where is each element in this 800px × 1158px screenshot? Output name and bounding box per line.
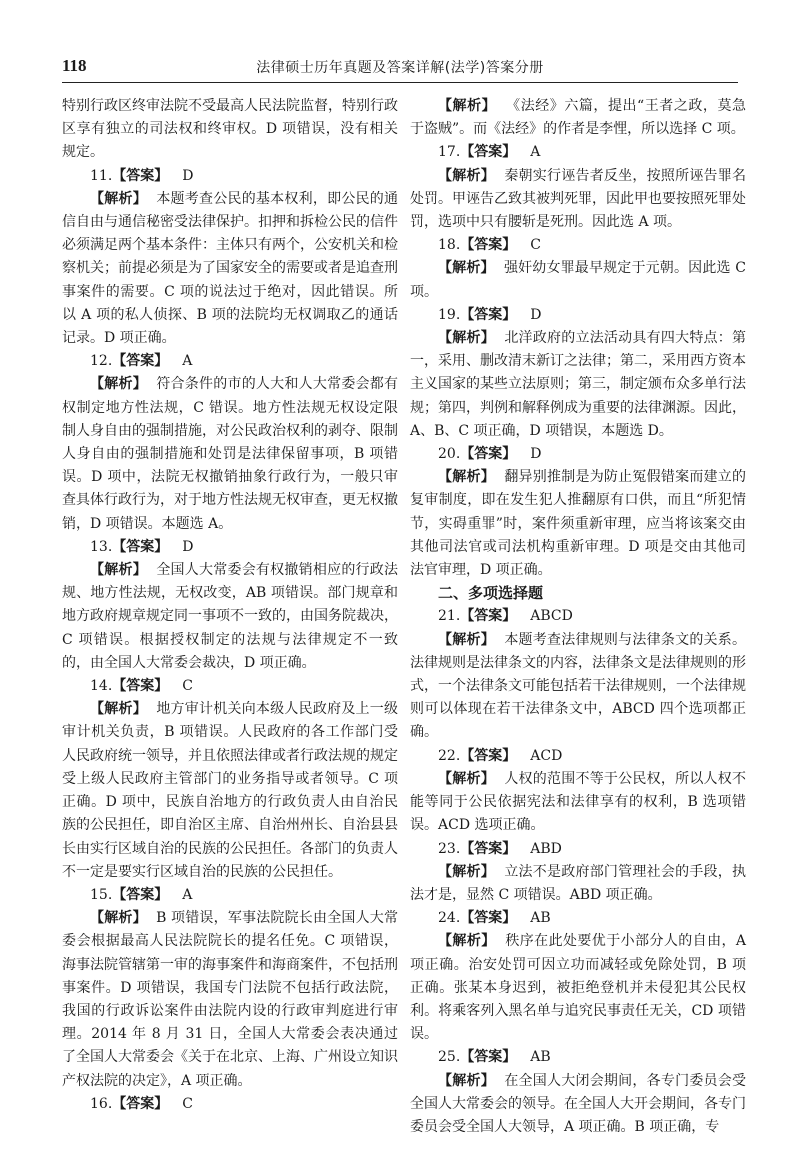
answer-value: C [182, 1095, 193, 1112]
analysis-text: 《法经》六篇，提出“王者之政，莫急于盗贼”。而《法经》的作者是李悝，所以选择 C 项。 [410, 98, 747, 138]
analysis-tag: 【解析】 [90, 190, 147, 207]
answer-item-22 [410, 745, 746, 838]
answer-line [410, 1046, 746, 1069]
answer-value: AB [530, 1049, 551, 1066]
question-number: 16. [90, 1095, 113, 1112]
analysis-text: B 项错误，军事法院院长由全国人大常委会根据最高人民法院院长的提名任免。C 项错误，海事法院管辖第一审的海事案件和海商案件，不包括刑事案件。D 项错误，我国专门法院不包括行政法院，我国的行政诉讼案件由法院内设的行政审判庭进行审理。2014 年 8 月 31 日，全国人大常委会表决通过了全国人大常委会《关于在北京、上海、广州设立知识产权法院的决定》，A 项正确。 [62, 910, 398, 1089]
answer-item-25 [410, 1046, 746, 1139]
question-number: 17. [438, 144, 461, 161]
analysis-paragraph [410, 257, 746, 303]
answer-line [410, 745, 746, 768]
answer-item-13 [62, 536, 398, 675]
answer-tag: 【答案】 [112, 678, 169, 695]
answer-line [62, 1093, 398, 1116]
answer-item-20 [410, 443, 746, 582]
answer-line [62, 675, 398, 698]
answer-tag: 【答案】 [460, 446, 517, 463]
answer-line [62, 884, 398, 907]
answer-item-24 [410, 907, 746, 1046]
analysis-text: 强奸幼女罪最早规定于元朝。因此选 C 项。 [410, 260, 746, 300]
answer-item-12 [62, 350, 398, 536]
analysis-paragraph [410, 861, 746, 907]
answer-tag: 【答案】 [460, 608, 517, 625]
question-number: 23. [438, 840, 461, 857]
analysis-tag: 【解析】 [438, 260, 495, 277]
answer-value: C [182, 678, 193, 695]
page-header [62, 52, 738, 83]
answer-value: A [182, 353, 193, 370]
answer-line [62, 350, 398, 373]
analysis-tag: 【解析】 [438, 98, 497, 114]
analysis-paragraph [410, 165, 746, 235]
answer-value: ABD [530, 840, 562, 857]
question-number: 25. [438, 1049, 461, 1066]
question-number: 24. [438, 910, 461, 927]
analysis-tag: 【解析】 [90, 376, 147, 393]
analysis-text: 在全国人大闭会期间，各专门委员会受全国人大常委会的领导。在全国人大开会期间，各专门委员会受全国人大领导，A 项正确。B 项正确，专 [410, 1072, 747, 1135]
answer-item-18 [410, 234, 746, 304]
answer-tag: 【答案】 [112, 353, 169, 370]
analysis-text: 本题考查公民的基本权利，即公民的通信自由与通信秘密受法律保护。扣押和拆检公民的信件必须满足两个基本条件：主体只有两个，公安机关和检察机关；前提必须是为了国家安全的需要或者是追查刑事案件的需要。C 项的说法过于绝对，因此错误。所以 A 项的私人侦探、B 项的法院均无权调取乙的通话记录。D 项正确。 [62, 190, 399, 347]
analysis-tag: 【解析】 [438, 167, 495, 184]
analysis-paragraph [62, 373, 398, 535]
answer-value: AB [530, 910, 551, 927]
question-number: 13. [90, 538, 113, 555]
analysis-paragraph [410, 327, 746, 443]
answer-value: ABCD [530, 608, 573, 625]
analysis-text: 人权的范围不等于公民权，所以人权不能等同于公民依据宪法和法律享有的权利，B 选项错误。ACD 选项正确。 [410, 770, 747, 834]
analysis-tag: 【解析】 [438, 469, 495, 486]
analysis-paragraph [410, 930, 746, 1046]
analysis-text: 北洋政府的立法活动具有四大特点：第一，采用、删改清末新订之法律；第二，采用西方资本主义国家的某些立法原则；第三，制定颁布众多单行法规；第四，判例和解释例成为重要的法律渊源。因此，A、B、C 项正确，D 项错误，本题选 D。 [410, 330, 747, 439]
analysis-text: 秦朝实行诬告者反坐，按照所诬告罪名处罚。甲诬告乙致其被判死罪，因此甲也要按照死罪处罚，选项中只有腰斩是死刑。因此选 A 项。 [410, 167, 747, 231]
answer-line [410, 605, 746, 628]
analysis-text: 秩序在此处要优于小部分人的自由，A 项正确。治安处罚可因立功而减轻或免除处罚，B 项正确。张某本身迟到，被拒绝登机并未侵犯其公民权利。将乘客列入黑名单与追究民事责任无关，CD 项错误。 [410, 933, 747, 1043]
answer-item-11 [62, 165, 398, 351]
analysis-text: 地方审计机关向本级人民政府及上一级审计机关负责，B 项错误。人民政府的各工作部门受人民政府统一领导，并且依照法律或者行政法规的规定受上级人民政府主管部门的业务指导或者领导。C 项正确。D 项中，民族自治地方的行政负责人由自治民族的公民担任，即自治区主席、自治州州长、自治县县长由实行区域自治的民族的公民担任。各部门的负责人不一定是要实行区域自治的民族的公民担任。 [62, 701, 399, 880]
analysis-tag: 【解析】 [90, 910, 147, 927]
analysis-paragraph [410, 629, 746, 745]
answer-line [62, 165, 398, 188]
question-number: 21. [438, 608, 461, 625]
analysis-paragraph [62, 559, 398, 675]
answer-tag: 【答案】 [460, 144, 517, 161]
question-number: 20. [438, 446, 461, 463]
analysis-tag: 【解析】 [90, 562, 147, 579]
analysis-tag: 【解析】 [438, 1072, 495, 1089]
answer-item-17 [410, 141, 746, 234]
question-number: 12. [90, 353, 113, 370]
answer-line [410, 838, 746, 861]
analysis-paragraph [410, 1070, 746, 1140]
answer-line [410, 141, 746, 164]
answer-value: D [530, 446, 542, 463]
analysis-text: 全国人大常委会有权撤销相应的行政法规、地方性法规，无权改变，AB 项错误。部门规章和地方政府规章规定同一事项不一致的，由国务院裁决，C 项错误。根据授权制定的法规与法律规定不一致的，由全国人大常委会裁决，D 项正确。 [62, 562, 399, 671]
analysis-paragraph-16 [410, 95, 746, 141]
answer-line [62, 536, 398, 559]
answer-tag: 【答案】 [460, 306, 517, 323]
analysis-tag: 【解析】 [438, 330, 495, 347]
analysis-paragraph [410, 466, 746, 582]
answer-tag: 【答案】 [112, 886, 169, 903]
answer-tag: 【答案】 [460, 910, 517, 927]
answer-item-23 [410, 838, 746, 908]
analysis-text: 本题考查法律规则与法律条文的关系。法律规则是法律条文的内容，法律条文是法律规则的形式，一个法律条文可能包括若干法律规则，一个法律规则可以体现在若干法律条文中，ABCD 四个选项都正确。 [410, 631, 747, 741]
analysis-tag: 【解析】 [438, 863, 495, 880]
answer-line [410, 234, 746, 257]
question-number: 15. [90, 886, 113, 903]
question-number: 11. [90, 167, 113, 184]
answer-tag: 【答案】 [460, 1049, 517, 1066]
analysis-text: 立法不是政府部门管理社会的手段，执法才是，显然 C 项错误。ABD 项正确。 [410, 863, 747, 903]
section-title: 二、多项选择题 [438, 584, 544, 603]
question-number: 14. [90, 678, 113, 695]
page-number: 118 [62, 56, 87, 75]
answer-value: C [530, 237, 541, 254]
analysis-text: 符合条件的市的人大和人大常委会都有权制定地方性法规，C 错误。地方性法规无权设定限制人身自由的强制措施，对公民政治权利的剥夺、限制人身自由的强制措施和处罚是法律保留事项，B 项错误。D 项中，法院无权撤销抽象行政行为，一般只审查具体行政行为，对于地方性法规无权审查，更无权撤销，D 项错误。本题选 A。 [62, 376, 399, 532]
running-title: 法律硕士历年真题及答案详解(法学)答案分册 [256, 60, 544, 76]
analysis-tag: 【解析】 [438, 770, 495, 787]
answer-value: D [182, 167, 194, 184]
analysis-paragraph [410, 768, 746, 838]
answer-value: ACD [530, 747, 563, 764]
analysis-paragraph [62, 907, 398, 1093]
answer-tag: 【答案】 [460, 840, 517, 857]
answer-item-14 [62, 675, 398, 884]
answer-line [410, 304, 746, 327]
analysis-paragraph [62, 698, 398, 884]
answer-line [410, 907, 746, 930]
question-number: 18. [438, 237, 461, 254]
answer-tag: 【答案】 [112, 538, 169, 555]
left-column [62, 95, 398, 1116]
analysis-tag: 【解析】 [438, 631, 495, 648]
question-number: 19. [438, 306, 461, 323]
answer-value: A [182, 886, 193, 903]
right-column [410, 95, 746, 1139]
analysis-tag: 【解析】 [90, 701, 147, 718]
answer-item-16 [62, 1093, 398, 1116]
answer-line [410, 443, 746, 466]
answer-tag: 【答案】 [460, 747, 517, 764]
analysis-text: 翻异别推制是为防止冤假错案而建立的复审制度，即在发生犯人推翻原有口供，而且“所犯情节，实碍重罪”时，案件须重新审理，应当将该案交由其他司法官或司法机构重新审理。D 项是交由其他司法官审理，D 项正确。 [410, 469, 747, 579]
answer-value: A [530, 144, 541, 161]
question-number: 22. [438, 747, 461, 764]
answer-tag: 【答案】 [460, 237, 517, 254]
answer-item-19 [410, 304, 746, 443]
answer-value: D [182, 538, 194, 555]
answer-tag: 【答案】 [112, 167, 169, 184]
answer-item-21 [410, 605, 746, 744]
answer-item-15 [62, 884, 398, 1093]
answer-value: D [530, 306, 542, 323]
answer-tag: 【答案】 [112, 1095, 169, 1112]
continued-paragraph: 特别行政区终审法院不受最高人民法院监督，特别行政区享有独立的司法权和终审权。D 项错误，没有相关规定。 [62, 98, 398, 161]
analysis-tag: 【解析】 [438, 933, 496, 950]
analysis-paragraph [62, 188, 398, 350]
